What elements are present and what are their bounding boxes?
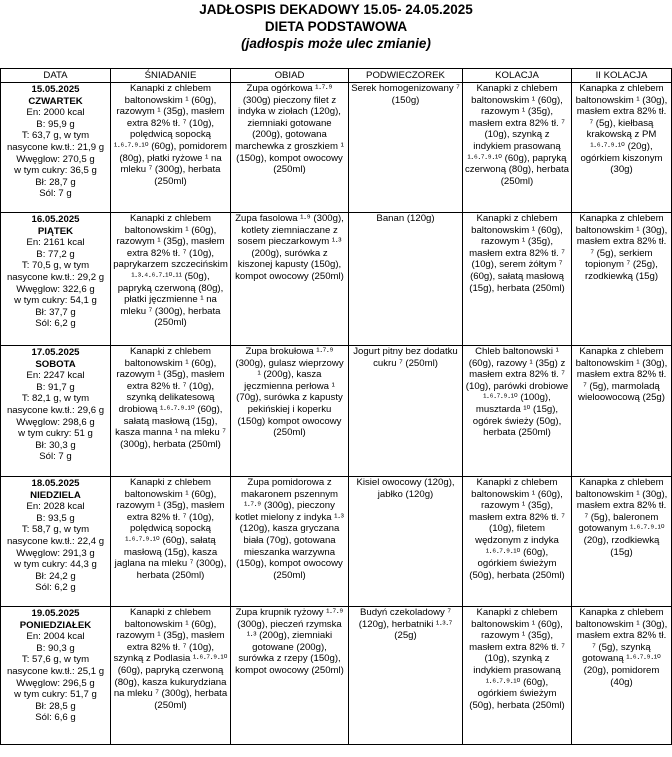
protein-value: B: 95,9 g bbox=[36, 118, 75, 130]
carbohydrate-value: Wwęglow: 322,6 g bbox=[16, 283, 95, 295]
second-dinner-cell: Kanapka z chlebem baltonowskim ¹ (30g), masłem extra 82% tł. ⁷ (5g), szynką gotowaną ¹·⁶·⁷·⁹·¹⁰ (20g), pomidorem (40g) bbox=[572, 607, 672, 745]
snack-cell: Budyń czekoladowy ⁷ (120g), herbatniki ¹·³·⁷ (25g) bbox=[349, 607, 463, 745]
snack-cell: Banan (120g) bbox=[349, 213, 463, 346]
breakfast-cell: Kanapki z chlebem baltonowskim ¹ (60g), razowym ¹ (35g), masłem extra 82% tł. ⁷ (10g), szynką delikatesową drobiową ¹·⁶·⁷·⁹·¹⁰ (60g), sałatą masłową (15g), kasza manna ¹ na mleku ⁷ (300g), herbata (250ml) bbox=[111, 346, 231, 477]
day-cell bbox=[1, 83, 111, 213]
energy-value: En: 2247 kcal bbox=[26, 370, 85, 382]
table-row bbox=[1, 346, 672, 477]
disclaimer-note: (jadłospis może ulec zmianie) bbox=[241, 36, 431, 51]
menu-table bbox=[0, 68, 672, 745]
sugar-value: w tym cukry: 51,7 g bbox=[14, 689, 97, 701]
second-dinner-cell: Kanapka z chlebem baltonowskim ¹ (30g), masłem extra 82% tł. ⁷ (5g), serkiem topionym ⁷ (25g), rzodkiewką (15g) bbox=[572, 213, 672, 346]
sugar-value: w tym cukry: 51 g bbox=[18, 428, 93, 440]
saturated-fat-value: nasycone kw.tł.: 22,4 g bbox=[6, 535, 105, 547]
breakfast-cell: Kanapki z chlebem baltonowskim ¹ (60g), razowym ¹ (35g), masłem extra 82% tł. ⁷ (10g), paprykarzem szczecińskim ¹·³·⁴·⁶·⁷·¹⁰·¹¹ (50g), papryką czerwoną (80g), płatki jęczmienne ¹ na mleku ⁷ (300g), herbata (250ml) bbox=[111, 213, 231, 346]
column-header-dinner: KOLACJA bbox=[463, 69, 572, 83]
second-dinner-cell: Kanapka z chlebem baltonowskim ¹ (30g), masłem extra 82% tł. ⁷ (5g), marmoladą wieloowocową (25g) bbox=[572, 346, 672, 477]
fat-value: T: 58,7 g, w tym bbox=[21, 524, 90, 536]
protein-value: B: 91,7 g bbox=[36, 381, 75, 393]
table-row bbox=[1, 607, 672, 745]
carbohydrate-value: Wwęglow: 291,3 g bbox=[16, 547, 95, 559]
table-row bbox=[1, 477, 672, 607]
weekday-label: CZWARTEK bbox=[28, 95, 83, 107]
energy-value: En: 2000 kcal bbox=[26, 107, 85, 119]
sugar-value: w tym cukry: 54,1 g bbox=[14, 295, 97, 307]
second-dinner-cell: Kanapka z chlebem baltonowskim ¹ (30g), masłem extra 82% tł. ⁷ (5g), baleronem gotowanym ¹·⁶·⁷·⁹·¹⁰ (20g), rzodkiewką (15g) bbox=[572, 477, 672, 607]
saturated-fat-value: nasycone kw.tł.: 25,1 g bbox=[6, 665, 105, 677]
lunch-cell: Zupa fasolowa ¹·⁹ (300g), kotlety ziemniaczane z sosem pieczarkowym ¹·³ (200g), surówka z kiszonej kapusty (150g), kompot owocowy (250ml) bbox=[231, 213, 349, 346]
day-cell bbox=[1, 346, 111, 477]
date-label: 19.05.2025 bbox=[31, 608, 80, 619]
fat-value: T: 70,5 g, w tym bbox=[21, 260, 90, 272]
fat-value: T: 57,6 g, w tym bbox=[21, 654, 90, 666]
salt-value: Sól: 6,2 g bbox=[35, 582, 76, 594]
sugar-value: w tym cukry: 36,5 g bbox=[14, 165, 97, 177]
column-header-date: DATA bbox=[1, 69, 111, 83]
table-row bbox=[1, 83, 672, 213]
breakfast-cell: Kanapki z chlebem baltonowskim ¹ (60g), razowym ¹ (35g), masłem extra 82% tł. ⁷ (10g), szynką z Podlasia ¹·⁶·⁷·⁹·¹⁰ (60g), papryką czerwoną (80g), kasza kukurydziana na mleku ⁷ (300g), herbata (250ml) bbox=[111, 607, 231, 745]
protein-value: B: 93,5 g bbox=[36, 512, 75, 524]
dinner-cell: Kanapki z chlebem baltonowskim ¹ (60g), razowym ¹ (35g), masłem extra 82% tł. ⁷ (10g), filetem wędzonym z indyka ¹·⁶·⁷·⁹·¹⁰ (60g), ogórkiem świeżym (50g), herbata (250ml) bbox=[463, 477, 572, 607]
saturated-fat-value: nasycone kw.tł.: 29,2 g bbox=[6, 271, 105, 283]
salt-value: Sól: 6,2 g bbox=[35, 318, 76, 330]
dinner-cell: Kanapki z chlebem baltonowskim ¹ (60g), razowym ¹ (35g), masłem extra 82% tł. ⁷ (10g), szynką z indykiem prasowaną ¹·⁶·⁷·⁹·¹⁰ (60g), ogórkiem świeżym (50g), herbata (250ml) bbox=[463, 607, 572, 745]
breakfast-cell: Kanapki z chlebem baltonowskim ¹ (60g), razowym ¹ (35g), masłem extra 82% tł. ⁷ (10g), polędwicą sopocką ¹·⁶·⁷·⁹·¹⁰ (60g), sałatą masłową (15g), kasza jaglana na mleku ⁷ (300g), herbata (250ml) bbox=[111, 477, 231, 607]
carbohydrate-value: Wwęglow: 296,5 g bbox=[16, 677, 95, 689]
salt-value: Sól: 7 g bbox=[39, 188, 72, 200]
fiber-value: Bł: 30,3 g bbox=[35, 439, 76, 451]
table-header-row bbox=[1, 69, 672, 83]
dinner-cell: Chleb baltonowski ¹ (60g), razowy ¹ (35g) z masłem extra 82% tł. ⁷ (10g), parówki drobiowe ¹·⁶·⁷·⁹·¹⁰ (100g), musztarda ¹⁰ (15g), ogórek świeży (50g), herbata (250ml) bbox=[463, 346, 572, 477]
column-header-second-dinner: II KOLACJA bbox=[572, 69, 672, 83]
snack-cell: Serek homogenizowany ⁷ (150g) bbox=[349, 83, 463, 213]
date-label: 16.05.2025 bbox=[31, 214, 80, 225]
fat-value: T: 82,1 g, w tym bbox=[21, 393, 90, 405]
column-header-snack: PODWIECZOREK bbox=[349, 69, 463, 83]
second-dinner-cell: Kanapka z chlebem baltonowskim ¹ (30g), masłem extra 82% tł. ⁷ (5g), kiełbasą krakowską z PM ¹·⁶·⁷·⁹·¹⁰ (20g), ogórkiem kiszonym (30g) bbox=[572, 83, 672, 213]
dinner-cell: Kanapki z chlebem baltonowskim ¹ (60g), razowym ¹ (35g), masłem extra 82% tł. ⁷ (10g), szynką z indykiem prasowaną ¹·⁶·⁷·⁹·¹⁰ (60g), papryką czerwoną (80g), herbata (250ml) bbox=[463, 83, 572, 213]
fiber-value: Bł: 37,7 g bbox=[35, 306, 76, 318]
column-header-lunch: OBIAD bbox=[231, 69, 349, 83]
weekday-label: PONIEDZIAŁEK bbox=[19, 619, 92, 631]
carbohydrate-value: Wwęglow: 270,5 g bbox=[16, 153, 95, 165]
lunch-cell: Zupa pomidorowa z makaronem pszennym ¹·⁷·⁹ (300g), pieczony kotlet mielony z indyka ¹·³ (120g), kasza gryczana biała (70g), gotowana mieszanka warzywna (150g), kompot owocowy (250ml) bbox=[231, 477, 349, 607]
fiber-value: Bł: 28,7 g bbox=[35, 176, 76, 188]
day-cell bbox=[1, 213, 111, 346]
weekday-label: NIEDZIELA bbox=[30, 489, 81, 501]
saturated-fat-value: nasycone kw.tł.: 21,9 g bbox=[6, 141, 105, 153]
fat-value: T: 63,7 g, w tym bbox=[21, 130, 90, 142]
date-label: 15.05.2025 bbox=[31, 84, 80, 95]
lunch-cell: Zupa brokułowa ¹·⁷·⁹ (300g), gulasz wieprzowy ¹ (200g), kasza jęczmienna perłowa ¹ (70g), surówka z kapusty pekińskiej i koperku (150g) kompot owocowy (250ml) bbox=[231, 346, 349, 477]
day-cell bbox=[1, 607, 111, 745]
weekday-label: SOBOTA bbox=[35, 358, 76, 370]
protein-value: B: 90,3 g bbox=[36, 642, 75, 654]
energy-value: En: 2161 kcal bbox=[26, 237, 85, 249]
weekday-label: PIĄTEK bbox=[37, 225, 74, 237]
fiber-value: Bł: 24,2 g bbox=[35, 570, 76, 582]
page-title: JADŁOSPIS DEKADOWY 15.05- 24.05.2025 bbox=[199, 2, 473, 17]
energy-value: En: 2004 kcal bbox=[26, 631, 85, 643]
carbohydrate-value: Wwęglow: 298,6 g bbox=[16, 416, 95, 428]
table-row bbox=[1, 213, 672, 346]
dinner-cell: Kanapki z chlebem baltonowskim ¹ (60g), razowym ¹ (35g), masłem extra 82% tł. ⁷ (10g), serem żółtym ⁷ (60g), sałatą masłową (15g), herbata (250ml) bbox=[463, 213, 572, 346]
salt-value: Sól: 6,6 g bbox=[35, 712, 76, 724]
protein-value: B: 77,2 g bbox=[36, 248, 75, 260]
lunch-cell: Zupa ogórkowa ¹·⁷·⁹ (300g) pieczony filet z indyka w ziołach (120g), ziemniaki gotowane (200g), gotowana marchewka z groszkiem ¹ (150g), kompot owocowy (250ml) bbox=[231, 83, 349, 213]
energy-value: En: 2028 kcal bbox=[26, 501, 85, 513]
day-cell bbox=[1, 477, 111, 607]
diet-name: DIETA PODSTAWOWA bbox=[264, 19, 408, 34]
snack-cell: Jogurt pitny bez dodatku cukru ⁷ (250ml) bbox=[349, 346, 463, 477]
saturated-fat-value: nasycone kw.tł.: 29,6 g bbox=[6, 404, 105, 416]
snack-cell: Kisiel owocowy (120g), jabłko (120g) bbox=[349, 477, 463, 607]
lunch-cell: Zupa krupnik ryżowy ¹·⁷·⁹ (300g), pieczeń rzymska ¹·³ (200g), ziemniaki gotowane (200g), surówka z rzepy (150g), kompot owocowy (250ml) bbox=[231, 607, 349, 745]
column-header-breakfast: ŚNIADANIE bbox=[111, 69, 231, 83]
sugar-value: w tym cukry: 44,3 g bbox=[14, 559, 97, 571]
breakfast-cell: Kanapki z chlebem baltonowskim ¹ (60g), razowym ¹ (35g), masłem extra 82% tł. ⁷ (10g), polędwicą sopocką ¹·⁶·⁷·⁹·¹⁰ (60g), pomidorem (80g), płatki ryżowe ¹ na mleku ⁷ (300g), herbata (250ml) bbox=[111, 83, 231, 213]
fiber-value: Bł: 28,5 g bbox=[35, 700, 76, 712]
salt-value: Sól: 7 g bbox=[39, 451, 72, 463]
date-label: 18.05.2025 bbox=[31, 478, 80, 489]
date-label: 17.05.2025 bbox=[31, 347, 80, 358]
